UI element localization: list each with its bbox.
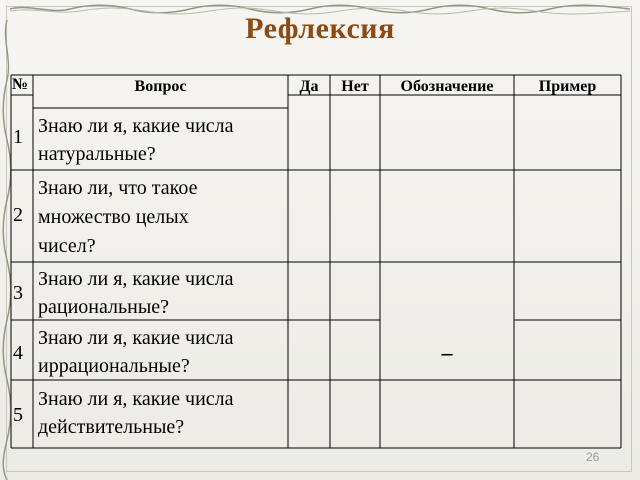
row-number: 4 — [13, 342, 23, 364]
question-text: Знаю ли, что такое множество целых чисел? — [38, 177, 198, 257]
question-text: Знаю ли я, какие числа рациональные? — [38, 268, 234, 318]
header-no: Нет — [341, 78, 369, 95]
question-text: Знаю ли я, какие числа иррациональные? — [38, 327, 234, 377]
row-number: 3 — [13, 282, 23, 304]
row-number: 1 — [13, 126, 23, 148]
question-text: Знаю ли я, какие числа натуральные? — [38, 115, 234, 165]
page-number: 26 — [586, 450, 600, 464]
header-number: № — [12, 76, 29, 93]
slide-title: Рефлексия — [245, 12, 395, 45]
header-notation: Обозначение — [400, 78, 494, 95]
row-number: 5 — [13, 404, 23, 426]
row-number: 2 — [13, 204, 23, 226]
question-text: Знаю ли я, какие числа действительные? — [38, 388, 234, 438]
notation-value: – — [441, 340, 453, 365]
header-question: Вопрос — [134, 78, 187, 95]
header-example: Пример — [538, 78, 597, 95]
header-yes: Да — [299, 78, 319, 95]
